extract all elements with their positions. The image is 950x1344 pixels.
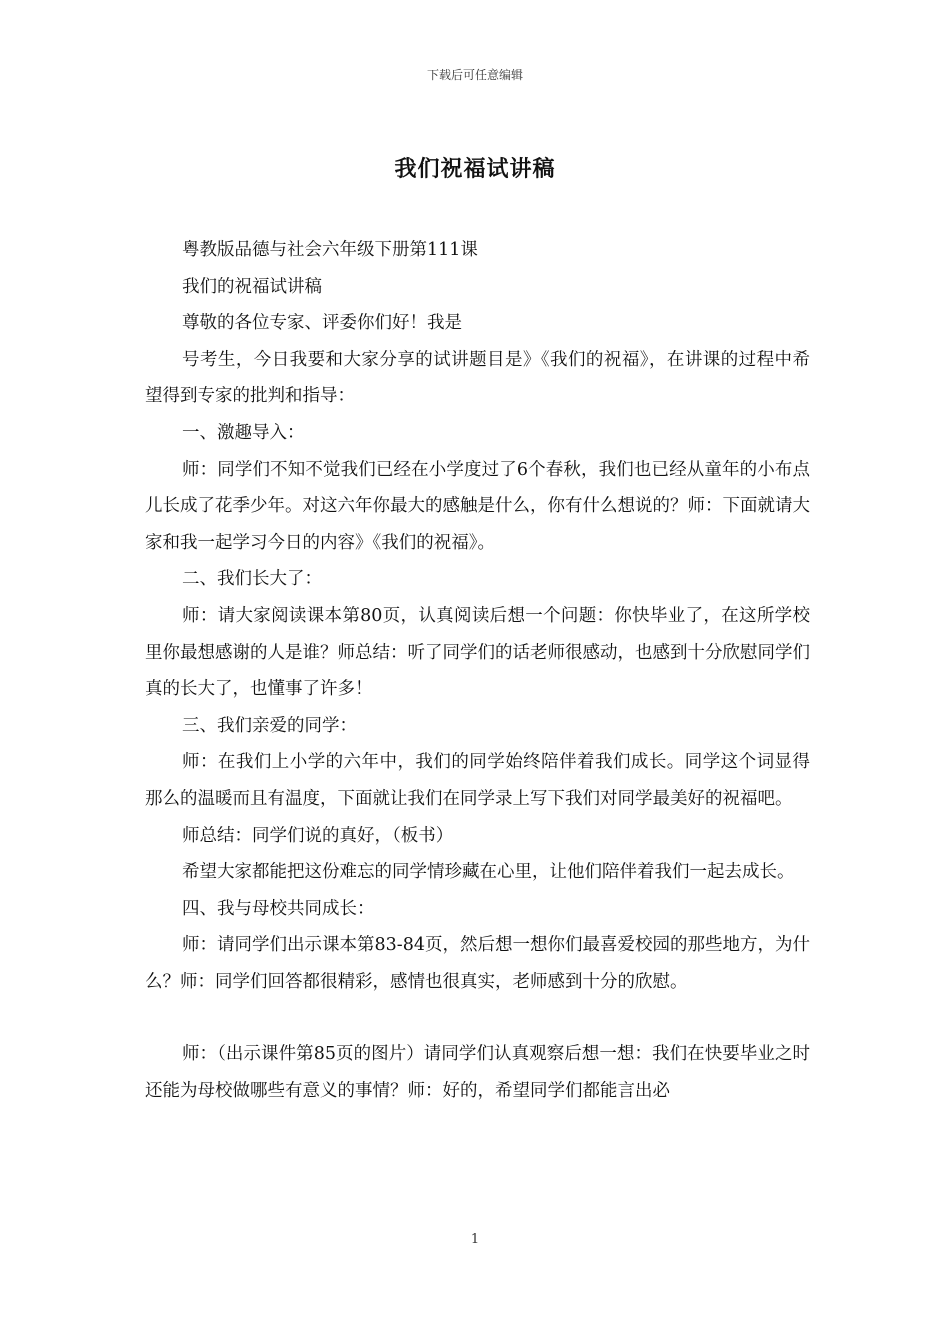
paragraph: 师：（出示课件第85页的图片）请同学们认真观察后想一想：我们在快要毕业之时还能为母校做哪些有意义的事情？师：好的，希望同学们都能言出必 (145, 1044, 810, 1102)
page-header: 下载后可任意编辑 (426, 68, 523, 82)
document-title: 我们祝福试讲稿 (394, 156, 556, 182)
paragraph: 号考生，今日我要和大家分享的试讲题目是》《我们的祝福》，在讲课的过程中希望得到专家的批判和指导： (145, 349, 810, 407)
paragraph: 师：同学们不知不觉我们已经在小学度过了6个春秋，我们也已经从童年的小布点儿长成了花季少年。对这六年你最大的感触是什么，你有什么想说的？师：下面就请大家和我一起学习今日的内容》《我们的祝福》。 (145, 459, 810, 553)
page-number: 1 (470, 1232, 480, 1247)
paragraph: 师：请大家阅读课本第80页，认真阅读后想一个问题：你快毕业了，在这所学校里你最想感谢的人是谁？师总结：听了同学们的话老师很感动，也感到十分欣慰同学们真的长大了，也懂事了许多！ (145, 605, 810, 700)
section-heading: 四、我与母校共同成长： (182, 898, 375, 919)
paragraph: 希望大家都能把这份难忘的同学情珍藏在心里，让他们陪伴着我们一起去成长。 (182, 862, 795, 883)
paragraph: 粤教版品德与社会六年级下册第111课 (182, 240, 478, 260)
paragraph: 我们的祝福试讲稿 (182, 276, 322, 297)
paragraph: 师总结：同学们说的真好，（板书） (182, 825, 454, 846)
section-heading: 三、我们亲爱的同学： (182, 715, 357, 736)
section-heading: 一、激趣导入： (182, 422, 305, 443)
document-body (145, 232, 810, 1110)
paragraph: 师：在我们上小学的六年中，我们的同学始终陪伴着我们成长。同学这个词显得那么的温暖而且有温度，下面就让我们在同学录上写下我们对同学最美好的祝福吧。 (145, 752, 810, 809)
paragraph: 尊敬的各位专家、评委你们好！我是 (182, 313, 462, 334)
section-heading: 二、我们长大了： (182, 569, 322, 590)
paragraph: 师：请同学们出示课本第83-84页，然后想一想你们最喜爱校园的那些地方，为什么？师：同学们回答都很精彩，感情也很真实，老师感到十分的欣慰。 (145, 935, 810, 992)
